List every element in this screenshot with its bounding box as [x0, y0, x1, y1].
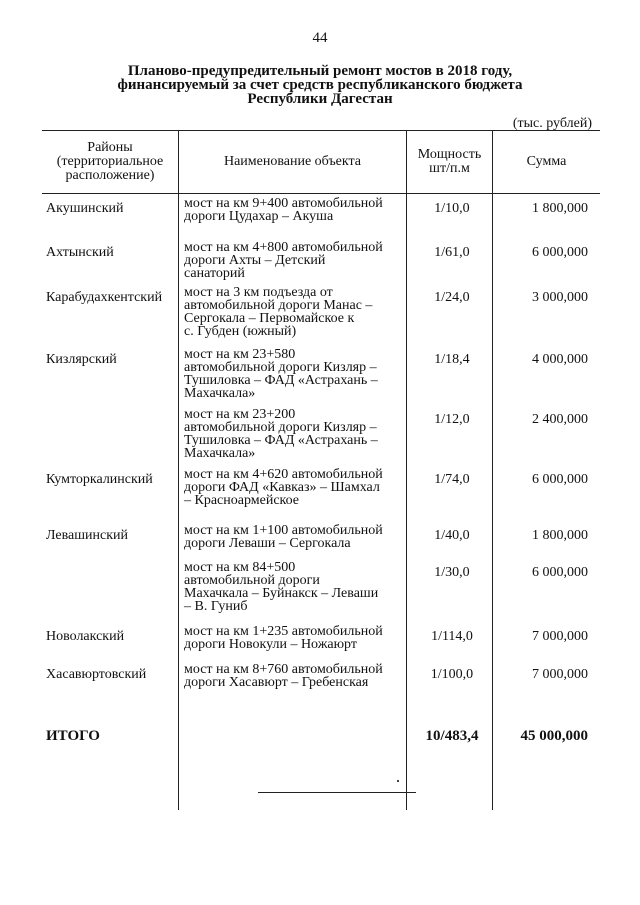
row-sum: 2 400,000 — [532, 412, 588, 427]
row-object-line: мост на км 1+235 автомобильной — [184, 624, 383, 639]
row-capacity: 1/10,0 — [434, 201, 470, 216]
row-object-line: мост на км 84+500 — [184, 560, 296, 575]
row-object — [184, 405, 406, 460]
table-row — [42, 622, 600, 660]
table-row — [42, 521, 600, 558]
row-object-line: Сергокала – Первомайское к — [184, 311, 355, 326]
row-object — [184, 465, 406, 507]
row-district: Акушинский — [46, 201, 124, 216]
row-sum: 1 800,000 — [532, 201, 588, 216]
header-object: Наименование объекта — [223, 154, 362, 169]
bridges-table — [42, 130, 600, 810]
table-row — [42, 283, 600, 345]
row-object-line: Махачкала – Буйнакск – Леваши — [184, 586, 379, 601]
closing-rule — [258, 792, 416, 793]
row-object-line: Махачкала» — [184, 446, 256, 461]
row-object-line: дороги Ахты – Детский — [184, 253, 326, 268]
row-object-line: дороги Цудахар – Акуша — [184, 209, 334, 224]
row-sum: 1 800,000 — [532, 528, 588, 543]
row-object-line: мост на км 8+760 автомобильной — [184, 662, 383, 677]
row-object-line: дороги Новокули – Ножаюрт — [184, 637, 357, 652]
row-object — [184, 194, 406, 223]
total-capacity: 10/483,4 — [425, 728, 479, 744]
row-object-line: автомобильной дороги Манас – — [184, 298, 373, 313]
row-object-line: – В. Гуниб — [184, 599, 248, 614]
row-object-line: санаторий — [184, 266, 245, 281]
row-object-line: с. Губден (южный) — [184, 324, 297, 339]
header-district: Районы (территориальное расположение) — [56, 140, 164, 183]
row-object-line: мост на км 9+400 автомобильной — [184, 196, 383, 211]
row-object-line: мост на 3 км подъезда от — [184, 285, 333, 300]
row-object — [184, 238, 406, 280]
row-capacity: 1/30,0 — [434, 565, 470, 580]
row-object — [184, 622, 406, 651]
total-row — [42, 718, 600, 810]
row-object-line: мост на км 23+200 — [184, 407, 296, 422]
page-number: 44 — [312, 30, 328, 46]
row-object-line: мост на км 1+100 автомобильной — [184, 523, 383, 538]
table-body — [42, 194, 600, 810]
row-object-line: мост на км 23+580 — [184, 347, 296, 362]
document-title — [60, 64, 580, 106]
row-capacity: 1/24,0 — [434, 290, 470, 305]
table-row — [42, 465, 600, 521]
row-object-line: автомобильной дороги Кизляр – — [184, 360, 377, 375]
table-row — [42, 194, 600, 238]
total-label: ИТОГО — [46, 728, 100, 744]
stray-mark — [397, 780, 399, 782]
row-object-line: мост на км 4+620 автомобильной — [184, 467, 383, 482]
title-line-2: финансируемый за счет средств республиканского бюджета — [117, 77, 523, 93]
row-object — [184, 345, 406, 400]
total-sum: 45 000,000 — [520, 728, 588, 744]
row-sum: 6 000,000 — [532, 245, 588, 260]
row-district: Кизлярский — [46, 352, 117, 367]
row-district: Кумторкалинский — [46, 472, 153, 487]
row-object-line: Тушиловка – ФАД «Астрахань – — [184, 433, 378, 448]
row-object-line: дороги Хасавюрт – Гребенская — [184, 675, 369, 690]
table-row — [42, 660, 600, 718]
row-capacity: 1/18,4 — [434, 352, 470, 367]
row-object — [184, 521, 406, 550]
row-capacity: 1/114,0 — [431, 629, 473, 644]
row-object-line: Махачкала» — [184, 386, 256, 401]
row-district: Левашинский — [46, 528, 129, 543]
row-sum: 6 000,000 — [532, 472, 588, 487]
row-capacity: 1/12,0 — [434, 412, 470, 427]
row-object-line: мост на км 4+800 автомобильной — [184, 240, 383, 255]
table-row — [42, 345, 600, 405]
row-object-line: автомобильной дороги — [184, 573, 320, 588]
row-capacity: 1/100,0 — [430, 667, 474, 682]
row-object-line: дороги ФАД «Кавказ» – Шамхал — [184, 480, 380, 495]
row-sum: 7 000,000 — [532, 667, 588, 682]
row-district: Новолакский — [46, 629, 125, 644]
row-district: Ахтынский — [46, 245, 114, 260]
row-capacity: 1/40,0 — [434, 528, 470, 543]
row-object — [184, 283, 406, 338]
row-object — [184, 660, 406, 689]
header-capacity: Мощность шт/п.м — [417, 147, 482, 176]
row-object — [184, 558, 406, 613]
table-header — [42, 130, 600, 194]
title-line-3: Республики Дагестан — [247, 91, 393, 107]
row-capacity: 1/74,0 — [434, 472, 470, 487]
row-capacity: 1/61,0 — [434, 245, 470, 260]
header-sum: Сумма — [526, 154, 567, 169]
row-object-line: дороги Леваши – Сергокала — [184, 536, 351, 551]
row-sum: 7 000,000 — [532, 629, 588, 644]
row-sum: 4 000,000 — [532, 352, 588, 367]
row-object-line: автомобильной дороги Кизляр – — [184, 420, 377, 435]
row-object-line: Тушиловка – ФАД «Астрахань – — [184, 373, 378, 388]
units-label: (тыс. рублей) — [512, 116, 592, 131]
table-row — [42, 558, 600, 622]
table-row — [42, 405, 600, 465]
row-sum: 6 000,000 — [532, 565, 588, 580]
row-district: Карабудахкентский — [46, 290, 163, 305]
title-line-1: Планово-предупредительный ремонт мостов в 2018 году, — [127, 63, 513, 79]
table-row — [42, 238, 600, 283]
row-district: Хасавюртовский — [46, 667, 147, 682]
row-object-line: – Красноармейское — [184, 493, 300, 508]
row-sum: 3 000,000 — [532, 290, 588, 305]
